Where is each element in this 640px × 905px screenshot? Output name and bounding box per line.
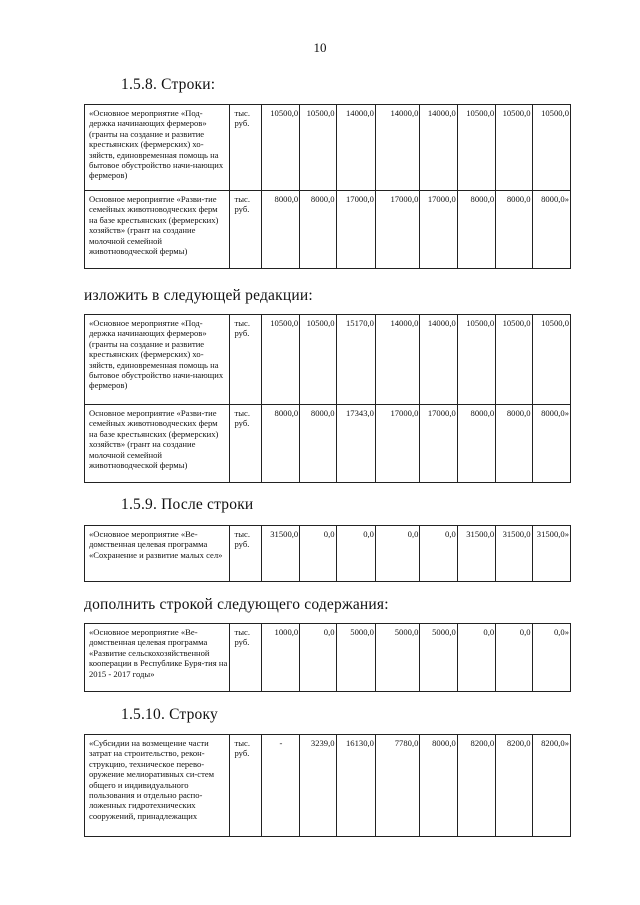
activity-name-cell: «Субсидии на возмещение части затрат на строительство, рекон-струкцию, техническое перево-оружение мелиоративных си-стем общего и индивидуального пользования и отдельно распо-ложенных гидротехнических сооружений, принадлежащих xyxy=(85,735,230,837)
value-cell: 8000,0 xyxy=(261,405,299,483)
value-cell: 10500,0 xyxy=(532,105,570,191)
table-row xyxy=(85,191,571,269)
table-row xyxy=(85,405,571,483)
value-cell: 31500,0 xyxy=(496,526,532,582)
value-cell: 0,0 xyxy=(300,624,336,692)
value-cell: 0,0 xyxy=(496,624,532,692)
value-cell: 17000,0 xyxy=(420,405,457,483)
value-cell: 0,0 xyxy=(300,526,336,582)
value-cell: 10500,0 xyxy=(261,315,299,405)
value-cell: - xyxy=(261,735,299,837)
program-table xyxy=(84,734,571,837)
unit-cell: тыс. руб. xyxy=(230,105,261,191)
program-table xyxy=(84,104,571,269)
section-heading: дополнить строкой следующего содержания: xyxy=(84,596,389,613)
value-cell: 14000,0 xyxy=(336,105,375,191)
value-cell: 10500,0 xyxy=(261,105,299,191)
value-cell: 0,0 xyxy=(375,526,419,582)
value-cell: 17000,0 xyxy=(375,405,419,483)
value-cell: 8000,0» xyxy=(532,191,570,269)
value-cell: 0,0» xyxy=(532,624,570,692)
section-heading: 1.5.10. Строку xyxy=(121,706,218,723)
value-cell: 17000,0 xyxy=(336,191,375,269)
value-cell: 14000,0 xyxy=(420,315,457,405)
value-cell: 3239,0 xyxy=(300,735,336,837)
program-table xyxy=(84,314,571,483)
value-cell: 0,0 xyxy=(420,526,457,582)
value-cell: 5000,0 xyxy=(420,624,457,692)
value-cell: 10500,0 xyxy=(300,315,336,405)
value-cell: 0,0 xyxy=(336,526,375,582)
activity-name-cell: «Основное мероприятие «Под-держка начинающих фермеров» (гранты на создание и развитие крестьянских (фермерских) хо-зяйств, единовременная помощь на бытовое обустройство начи-нающих фермеров) xyxy=(85,105,230,191)
value-cell: 10500,0 xyxy=(457,315,495,405)
value-cell: 15170,0 xyxy=(336,315,375,405)
table-row xyxy=(85,526,571,582)
activity-name-cell: «Основное мероприятие «Под-держка начинающих фермеров» (гранты на создание и развитие крестьянских (фермерских) хо-зяйств, единовременная помощь на бытовое обустройство начи-нающих фермеров) xyxy=(85,315,230,405)
value-cell: 14000,0 xyxy=(375,105,419,191)
value-cell: 14000,0 xyxy=(420,105,457,191)
unit-cell: тыс. руб. xyxy=(230,624,261,692)
unit-cell: тыс. руб. xyxy=(230,405,261,483)
value-cell: 8000,0 xyxy=(457,191,495,269)
value-cell: 10500,0 xyxy=(300,105,336,191)
value-cell: 8000,0 xyxy=(496,191,532,269)
value-cell: 7780,0 xyxy=(375,735,419,837)
unit-cell: тыс. руб. xyxy=(230,315,261,405)
value-cell: 31500,0» xyxy=(532,526,570,582)
activity-name-cell: Основное мероприятие «Разви-тие семейных животноводческих ферм на базе крестьянских (фермерских) хозяйств» (грант на создание молочной семейной животноводческой фермы) xyxy=(85,405,230,483)
value-cell: 8200,0 xyxy=(496,735,532,837)
value-cell: 1000,0 xyxy=(261,624,299,692)
value-cell: 8000,0» xyxy=(532,405,570,483)
value-cell: 8200,0» xyxy=(532,735,570,837)
value-cell: 8200,0 xyxy=(457,735,495,837)
value-cell: 16130,0 xyxy=(336,735,375,837)
section-heading: 1.5.8. Строки: xyxy=(121,76,216,93)
value-cell: 8000,0 xyxy=(420,735,457,837)
value-cell: 5000,0 xyxy=(336,624,375,692)
value-cell: 8000,0 xyxy=(300,405,336,483)
value-cell: 8000,0 xyxy=(457,405,495,483)
program-table xyxy=(84,525,571,582)
activity-name-cell: «Основное мероприятие «Ве-домственная целевая программа «Развитие сельскохозяйственной кооперации в Республике Буря-тия на 2015 - 2017 годы» xyxy=(85,624,230,692)
table-row xyxy=(85,735,571,837)
value-cell: 8000,0 xyxy=(496,405,532,483)
table-row xyxy=(85,315,571,405)
value-cell: 0,0 xyxy=(457,624,495,692)
unit-cell: тыс. руб. xyxy=(230,191,261,269)
table-row xyxy=(85,105,571,191)
value-cell: 8000,0 xyxy=(261,191,299,269)
page-number: 10 xyxy=(313,40,327,55)
program-table xyxy=(84,623,571,692)
value-cell: 10500,0 xyxy=(496,315,532,405)
value-cell: 17000,0 xyxy=(375,191,419,269)
activity-name-cell: «Основное мероприятие «Ве-домственная целевая программа «Сохранение и развитие малых сел» xyxy=(85,526,230,582)
value-cell: 10500,0 xyxy=(496,105,532,191)
unit-cell: тыс. руб. xyxy=(230,526,261,582)
value-cell: 10500,0 xyxy=(532,315,570,405)
value-cell: 31500,0 xyxy=(457,526,495,582)
activity-name-cell: Основное мероприятие «Разви-тие семейных животноводческих ферм на базе крестьянских (фермерских) хозяйств» (грант на создание молочной семейной животноводческой фермы) xyxy=(85,191,230,269)
section-heading: 1.5.9. После строки xyxy=(121,496,254,513)
value-cell: 31500,0 xyxy=(261,526,299,582)
value-cell: 10500,0 xyxy=(457,105,495,191)
unit-cell: тыс. руб. xyxy=(230,735,261,837)
table-row xyxy=(85,624,571,692)
value-cell: 17343,0 xyxy=(336,405,375,483)
section-heading: изложить в следующей редакции: xyxy=(84,287,313,304)
value-cell: 5000,0 xyxy=(375,624,419,692)
value-cell: 17000,0 xyxy=(420,191,457,269)
value-cell: 14000,0 xyxy=(375,315,419,405)
value-cell: 8000,0 xyxy=(300,191,336,269)
